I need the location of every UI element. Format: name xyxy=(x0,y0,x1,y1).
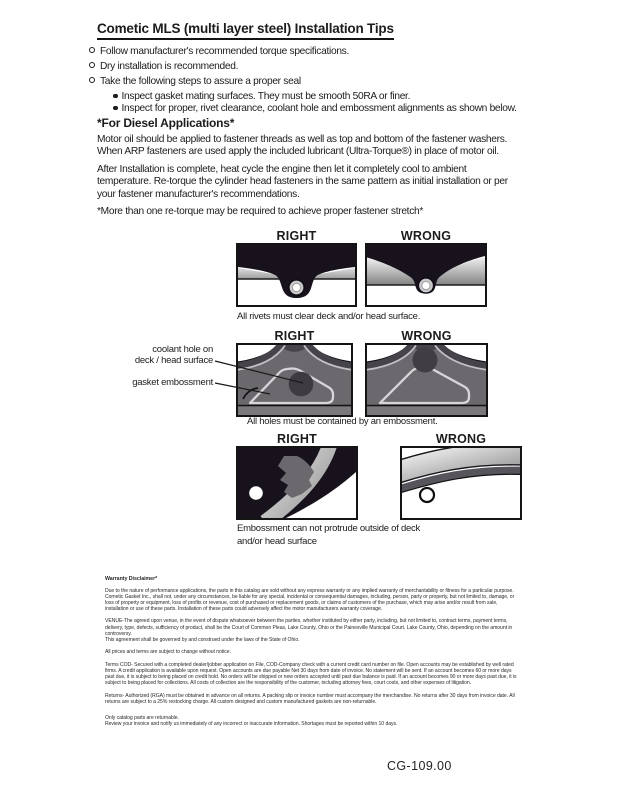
list-item xyxy=(89,46,349,57)
rivet-clearance-right-svg xyxy=(238,245,355,305)
legal-paragraph: Due to the nature of performance applications, the parts in this catalog are sold without any express warranty or any implied warranty of merchantability or fitness for a particular purpose. Cometic Gasket Inc., shall not, under any circumstances, be liable for any special, incidental or consequential damages, including, person, party or property, but not limited to, damage, or loss of property or equipment, loss of profits or revenue, cost of purchased or replacement goods, or claims of customers of the purchase, which may arise and/or result from sale, installation or use of these parts. Installation of these parts could adversely affect the motor manufacturers warranty coverage. xyxy=(105,587,515,612)
row3-wrong-diagram xyxy=(400,446,522,520)
bullet-text: Dry installation is recommended. xyxy=(100,61,239,72)
legal-paragraph: Only catalog parts are returnable. xyxy=(105,715,179,721)
row3-wrong-header: WRONG xyxy=(435,432,487,446)
embossment-right-svg xyxy=(238,345,351,415)
list-item xyxy=(113,91,410,102)
legal-paragraph: Returns- Authorized (RGA) must be obtained in advance on all returns. A packing slip or invoice number must accompany the merchandise. No returns after 30 days from invoice date. All returns are subject to a 25% restocking charge. All custom designed and custom manufactured gaskets are non-returnable. xyxy=(105,692,515,705)
legal-heading: Warranty Disclaimer* xyxy=(105,576,158,582)
row1-wrong-header: WRONG xyxy=(400,229,452,243)
list-item xyxy=(89,76,301,87)
row2-wrong-header: WRONG xyxy=(401,329,452,343)
legal-paragraph: Terms COD- Secured with a completed dealer/jobber application on File, COD-Company check with a current credit card number on file. Open accounts may be established by well rated firms. A credit application is available upon request. Open accounts are due payable Net 30 days from date of invoice. No statement will be sent. If an account becomes 60 or more days past due, it is subject to being placed on credit hold. No orders will be shipped or new orders accepted until past due balance is paid. If an account becomes 90 or more days past due, it is subject to being placed for collections. All costs of collection are the responsibility of the customer, including attorney fees, court costs, and other expenses of litigation. xyxy=(105,661,517,687)
page-code: CG-109.00 xyxy=(387,759,452,773)
diesel-paragraph-2: After Installation is complete, heat cycle the engine then let it completely cool to ambient temperature. Re-torque the cylinder head fasteners in the same pattern as initial installation or per your fastener manufacturer's recommendations. xyxy=(97,164,508,200)
legal-paragraph: This agreement shall be governed by and construed under the laws of the State of Ohio. xyxy=(105,636,300,643)
retorque-note: *More than one re-torque may be required to achieve proper fastener stretch* xyxy=(97,206,424,217)
bullet-text: Take the following steps to assure a proper seal xyxy=(100,76,301,87)
bullet-dot-icon xyxy=(113,94,118,99)
row2-wrong-diagram xyxy=(365,343,488,417)
row2-caption: All holes must be contained by an embossment. xyxy=(247,416,438,427)
row3-caption: Embossment can not protrude outside of deck and/or head surface xyxy=(237,523,421,547)
bullet-text: Follow manufacturer's recommended torque specifications. xyxy=(100,46,350,57)
bullet-text: Inspect for proper, rivet clearance, coolant hole and embossment alignments as shown below. xyxy=(121,103,517,114)
diesel-paragraph-1: Motor oil should be applied to fastener threads as well as top and bottom of the fastener washers. When ARP fasteners are used apply the included lubricant (Ultra-Torque®) in place of motor oil. xyxy=(97,134,508,158)
legal-paragraph: All prices and terms are subject to change without notice. xyxy=(105,649,231,656)
row1-caption: All rivets must clear deck and/or head surface. xyxy=(237,311,421,322)
list-item xyxy=(113,103,517,114)
legal-paragraph: Review your invoice and notify us immediately of any incorrect or inaccurate information. Shortages must be reported within 10 days. xyxy=(105,721,398,728)
row2-right-diagram xyxy=(236,343,353,417)
warranty-disclaimer xyxy=(105,576,517,734)
row3-right-header: RIGHT xyxy=(277,432,317,446)
row3-right-diagram xyxy=(236,446,358,520)
legal-paragraph: VENUE-The agreed upon venue, in the event of dispute whatsoever between the parties, whether instituted by either party, including, but not limited to, contract terms, payment terms, delivery, type, defects, sufficiency of product, shall be the Court of Common Pleas, Lake County, Ohio or the Painesville Municipal Court, Lake County, Ohio, depending on the amount in controversy. xyxy=(105,618,513,637)
rivet-clearance-wrong-svg xyxy=(367,245,485,305)
bullet-text: Inspect gasket mating surfaces. They must be smooth 50RA or finer. xyxy=(121,91,411,102)
deck-edge-wrong-svg xyxy=(402,448,520,518)
row1-right-header: RIGHT xyxy=(276,229,317,243)
coolant-hole-label: coolant hole on deck / head surface xyxy=(134,344,213,366)
page-title: Cometic MLS (multi layer steel) Installation Tips xyxy=(97,21,394,40)
diesel-heading: *For Diesel Applications* xyxy=(97,116,235,130)
embossment-wrong-svg xyxy=(367,345,486,415)
row1-right-diagram xyxy=(236,243,357,307)
row2-right-header: RIGHT xyxy=(274,329,315,343)
bullet-dot-icon xyxy=(113,106,118,111)
bullet-circle-icon xyxy=(89,77,95,83)
deck-edge-right-svg xyxy=(238,448,356,518)
row1-wrong-diagram xyxy=(365,243,487,307)
list-item xyxy=(89,61,238,72)
gasket-embossment-label: gasket embossment xyxy=(132,377,213,388)
bullet-circle-icon xyxy=(89,47,95,53)
bullet-circle-icon xyxy=(89,62,95,68)
